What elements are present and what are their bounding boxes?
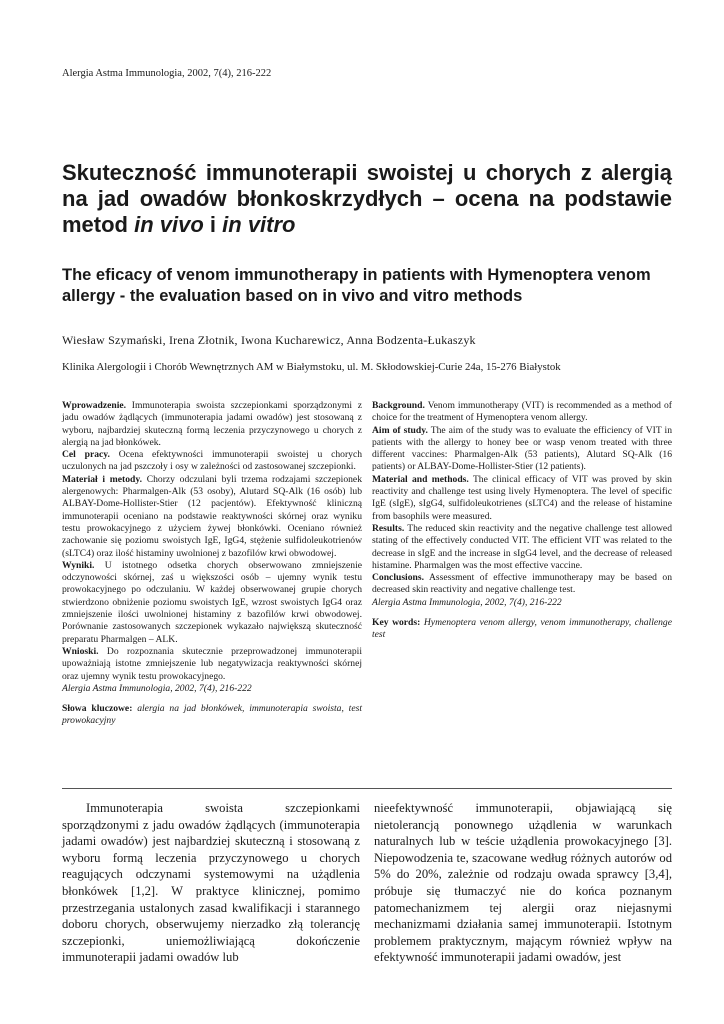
abstract-pl-aim-label: Cel pracy. <box>62 449 110 461</box>
abstract-en-conclusions <box>372 572 672 597</box>
abstract-pl-conclusions-text: Do rozpoznania skutecznie przeprowadzonej immunoterapii upoważniają istotne zmniejszenie lub negatywizacja reaktywności skórnej oraz ujemny wynik testu prowokacyjnego. <box>62 645 362 682</box>
abstract-en-conclusions-text: Assessment of effective immunotherapy may be based on decreased skin reactivity and negative challenge test. <box>372 572 672 596</box>
title-conjunction: i <box>203 212 223 237</box>
abstract-en-results-label: Results. <box>372 522 405 534</box>
abstract-en-background <box>372 400 672 425</box>
abstract-pl-conclusions <box>62 646 362 683</box>
abstract-en-keywords-label: Key words: <box>372 617 421 629</box>
abstract-en-citation: Alergia Astma Immunologia, 2002, 7(4), 216-222 <box>372 596 562 608</box>
abstract-pl-intro-text: Immunoterapia swoista szczepionkami sporządzonymi z jadu owadów żądlących (immunoterapia jadami owadów) jest stosowaną z wyboru, najbardziej skuteczną formą leczenia przyczynowego u chorych z alergią na jad błonkówek. <box>62 400 362 448</box>
abstract-pl-aim <box>62 449 362 474</box>
abstract-en-aim-text: The aim of the study was to evaluate the efficiency of VIT in patients with the allergy to honey bee or wasp venom treated with three different vaccines: Pharmalgen-Alk (53 patients), Alutard SQ-Alk (16 patients) or ALBAY-Dome-Hollister-Stier (12 patients). <box>372 424 672 473</box>
abstract-en-aim-label: Aim of study. <box>372 424 428 436</box>
abstract-en-methods-text: The clinical efficacy of VIT was proved by skin reactivity and challenge test using lively Hymenoptera. The level of specific IgE (sIgE), sIgG4, sulfidoleukotrienes (sLTC4) and the release of histamine from basophils were measured. <box>372 473 672 522</box>
body-column-right <box>374 800 672 966</box>
abstract-pl-methods-label: Materiał i metody. <box>62 473 142 485</box>
title-in-vitro: in vitro <box>222 212 296 237</box>
abstract-pl-methods-text: Chorzy odczulani byli trzema rodzajami szczepionek alergenowych: Pharmalgen-Alk (53 osoby), Alutard SQ-Alk (16 osób) lub ALBAY-Dome-Hollister-Stier (12 pacjentów). Efektywność kliniczną immunoterapii oceniano na podstawie reaktywności skórnej oraz wyniku testu prowokacyjnego z użyciem żywej błonkówki. Oceniano również zachowanie się poziomu swoistych IgE, IgG4, stężenie sulfidoleukotrienów (sLTC4) oraz ilość histaminy uwolnionej z bazofilów krwi obwodowej. <box>62 473 362 559</box>
abstract-en-background-text: Venom immunotherapy (VIT) is recommended as a method of choice for the treatment of Hymenoptera venom allergy. <box>372 400 672 424</box>
authors: Wiesław Szymański, Irena Złotnik, Iwona Kucharewicz, Anna Bodzenta-Łukaszyk <box>62 333 476 347</box>
body-column-left <box>62 800 360 966</box>
abstract-en-results <box>372 523 672 572</box>
abstract-en-results-text: The reduced skin reactivity and the negative challenge test allowed stating of the effectively conducted VIT. The efficient VIT was related to the decrease in sIgE and the increase in sIgG4 level, and the decrease of released histamine. Pharmalgen was the most effective vaccine. <box>372 522 672 571</box>
abstract-pl-results-label: Wyniki. <box>62 559 95 571</box>
abstract-pl-results-text: U istotnego odsetka chorych obserwowano zmniejszenie odczynowości skórnej, zaś u większości osób – ujemny wynik testu prowokacyjnego po odczulaniu. W każdej obserwowanej grupie chorych stwierdzono obniżenie poziomu swoistych IgE, wzrost swoistych IgG4 oraz zmniejszenie ilości uwolnionej histaminy z bazofilów krwi obwodowej. Porównanie zastosowanych szczepionek wykazało największą skuteczność preparatu Pharmalgen – ALK. <box>62 559 362 645</box>
abstract-polish <box>62 400 362 728</box>
abstract-pl-keywords-label: Słowa kluczowe: <box>62 703 133 715</box>
journal-citation: Alergia Astma Immunologia, 2002, 7(4), 216-222 <box>62 68 272 79</box>
affiliation: Klinika Alergologii i Chorób Wewnętrznych AM w Białymstoku, ul. M. Skłodowskiej-Curie 24a, 15-276 Białystok <box>62 361 561 373</box>
abstract-pl-keywords-text: alergia na jad błonkówek, immunoterapia swoista, test prowokacyjny <box>62 703 363 727</box>
section-divider <box>62 788 672 789</box>
title-polish <box>62 160 672 238</box>
abstract-en-keywords <box>372 617 672 642</box>
abstract-en-methods-label: Material and methods. <box>372 473 469 485</box>
abstract-pl-methods <box>62 474 362 560</box>
title-polish-main: Skuteczność immunoterapii swoistej u chorych z alergią na jad owadów błonkoskrzydłych – ocena na podstawie metod <box>62 160 672 237</box>
body-paragraph-right: nieefektywność immunoterapii, objawiającą się nietolerancją ponownego użądlenia w warunkach naturalnych lub w teście użądlenia prowokacyjnego [3]. Niepowodzenia te, szacowane według różnych autorów od 5% do 20%, zależnie od rodzaju owada sprawcy [3,4], próbuje się tłumaczyć nie do końca poznanym patomechanizmem tej alergii oraz niejasnymi mechanizmami działania samej immunoterapii. Istotnym problemem praktycznym, mającym również wpływ na efektywność immunoterapii jadami owadów, jest <box>374 801 672 965</box>
title-english: The eficacy of venom immunotherapy in patients with Hymenoptera venom allergy - the evaluation based on in vivo and vitro methods <box>62 266 651 305</box>
abstract-en-conclusions-label: Conclusions. <box>372 572 424 584</box>
abstract-pl-citation: Alergia Astma Immunologia, 2002, 7(4), 216-222 <box>62 682 252 694</box>
body-paragraph-left: Immunoterapia swoista szczepionkami sporządzonymi z jadu owadów żądlących (immunoterapia jadami owadów) jest najbardziej skuteczną i stosowaną z wyboru formą leczenia przyczynowego u chorych reagujących odczynami systemowymi na użądlenia błonkówek [1,2]. W praktyce klinicznej, pomimo przestrzegania ustalonych zasad kwalifikacji i starannego doboru chorych, obserwujemy nierzadko złą tolerancję szczepionki, uniemożliwiającą dokończenie immunoterapii jadami owadów lub <box>62 801 360 965</box>
abstract-en-methods <box>372 474 672 523</box>
abstract-pl-keywords <box>62 703 362 728</box>
abstract-pl-intro-label: Wprowadzenie. <box>62 400 127 411</box>
abstract-en-aim <box>372 425 672 474</box>
abstract-en-background-label: Background. <box>372 400 425 411</box>
abstract-pl-intro <box>62 400 362 449</box>
abstract-en-keywords-text: Hymenoptera venom allergy, venom immunotherapy, challenge test <box>372 617 672 641</box>
title-in-vivo: in vivo <box>134 212 204 237</box>
abstract-pl-conclusions-label: Wnioski. <box>62 645 99 657</box>
abstract-pl-results <box>62 560 362 646</box>
abstract-pl-aim-text: Ocena efektywności immunoterapii swoistej u chorych uczulonych na jad pszczoły i osy w zależności od zastosowanej szczepionki. <box>62 449 362 473</box>
abstract-english <box>372 400 672 642</box>
